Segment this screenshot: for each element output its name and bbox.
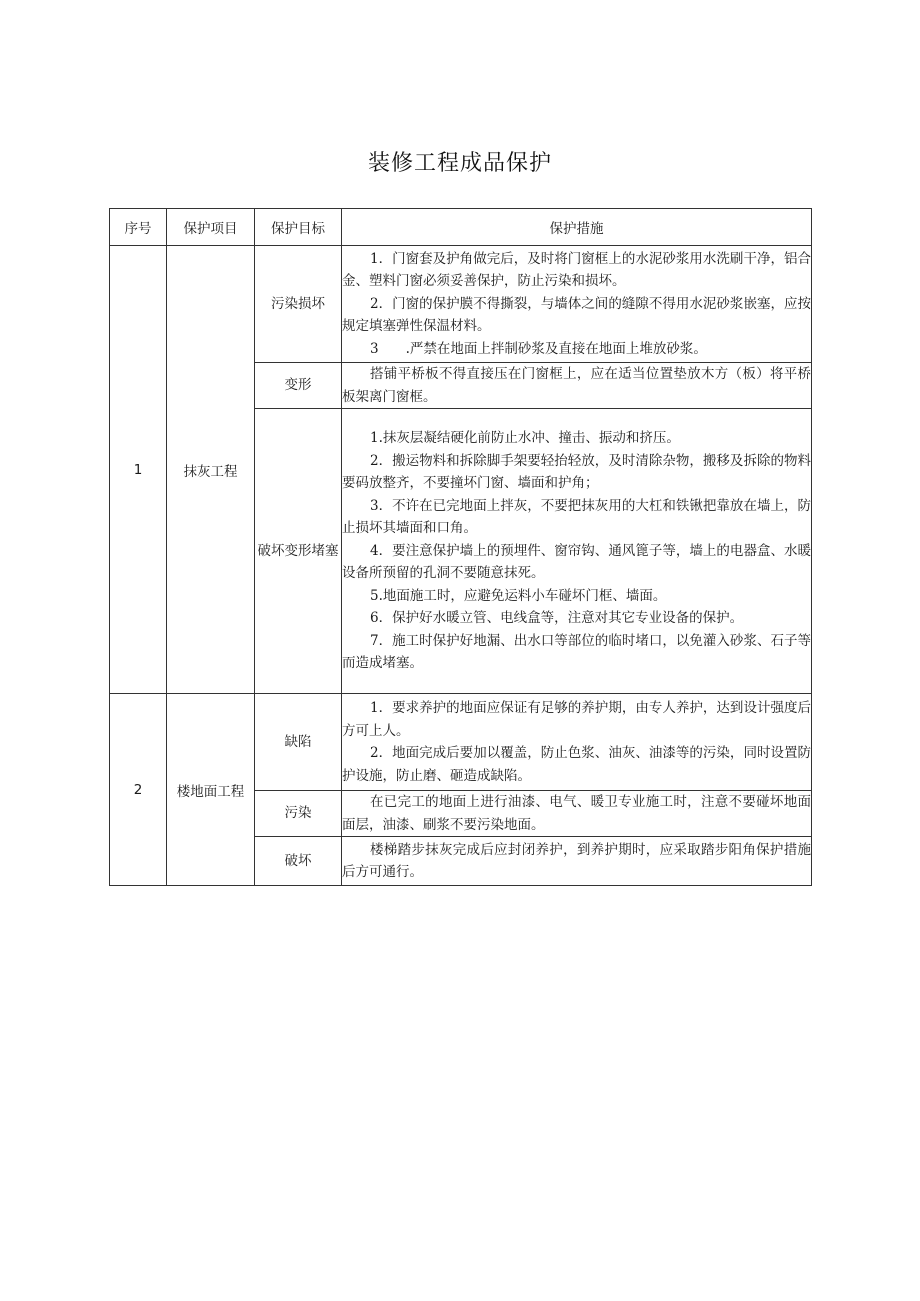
header-target: 保护目标 [255,209,342,246]
measure-line: 6．保护好水暖立管、电线盒等，注意对其它专业设备的保护。 [370,610,744,627]
row-target [255,791,342,837]
measure-line: 1．要求养护的地面应保证有足够的养护期，由专人养护，达到设计强度后方可上人。 [342,700,811,739]
row-item: 楼地面工程 [167,694,255,886]
row-measures [342,246,812,363]
row-measures [342,694,812,791]
row-target [255,363,342,409]
measure-line: 2．地面完成后要加以覆盖，防止色浆、油灰、油漆等的污染，同时设置防护设施，防止磨、砸造成缺陷。 [342,745,811,784]
page-title: 装修工程成品保护 [367,151,552,176]
target-label: 破坏 [284,852,312,869]
measure-line: 1．门窗套及护角做完后，及时将门窗框上的水泥砂浆用水洗刷干净，铝合金、塑料门窗必须妥善保护，防止污染和损坏。 [342,250,811,290]
row-measures [342,791,812,837]
target-label: 变形 [284,377,312,393]
row-measures [342,837,812,886]
measure-line: 在已完工的地面上进行油漆、电气、暖卫专业施工时，注意不要碰坏地面面层，油漆、刷浆不要污染地面。 [342,794,811,833]
measure-line: 楼梯踏步抹灰完成后应封闭养护，到养护期时，应采取踏步阳角保护措施后方可通行。 [342,841,811,880]
target-label: 污染 [284,805,312,821]
row-target [255,246,342,363]
row-seq: 1 [110,246,167,694]
row-target [255,409,342,694]
measure-line: 2．搬运物料和拆除脚手架要轻抬轻放，及时清除杂物，搬移及拆除的物料要码放整齐，不要撞坏门窗、墙面和护角； [342,452,811,492]
measure-line: 2．门窗的保护膜不得撕裂，与墙体之间的缝隙不得用水泥砂浆嵌塞，应按规定填塞弹性保温材料。 [342,295,811,335]
measure-line: 7．施工时保护好地漏、出水口等部位的临时堵口，以免灌入砂浆、石子等而造成堵塞。 [342,632,811,672]
measure-line: 4．要注意保护墙上的预埋件、窗帘钩、通风篦子等，墙上的电器盒、水暖设备所预留的孔洞不要随意抹死。 [342,542,811,582]
measure-line: 3．不许在已完地面上拌灰，不要把抹灰用的大杠和铁锹把靠放在墙上，防止损坏其墙面和口角。 [342,497,811,537]
protection-table [109,208,812,886]
measure-line: 5.地面施工时，应避免运料小车碰坏门框、墙面。 [370,587,667,604]
target-label: 缺陷 [284,733,312,750]
table-row [110,246,812,363]
measure-line: 1.抹灰层凝结硬化前防止水冲、撞击、振动和挤压。 [370,430,680,447]
row-item: 抹灰工程 [167,246,255,694]
row-measures [342,363,812,409]
target-label: 破坏变形堵塞 [257,542,339,559]
measure-line: 搭铺平桥板不得直接压在门窗框上，应在适当位置垫放木方（板）将平桥板架离门窗框。 [342,366,811,405]
measure-line: 3 .严禁在地面上拌制砂浆及直接在地面上堆放砂浆。 [370,340,707,357]
header-measure: 保护措施 [342,209,812,246]
table-header-row [110,209,812,246]
header-seq: 序号 [110,209,167,246]
table-row [110,694,812,791]
row-seq: 2 [110,694,167,886]
target-label: 污染损坏 [271,295,325,312]
row-measures [342,409,812,694]
header-item: 保护项目 [167,209,255,246]
row-target [255,837,342,886]
row-target [255,694,342,791]
